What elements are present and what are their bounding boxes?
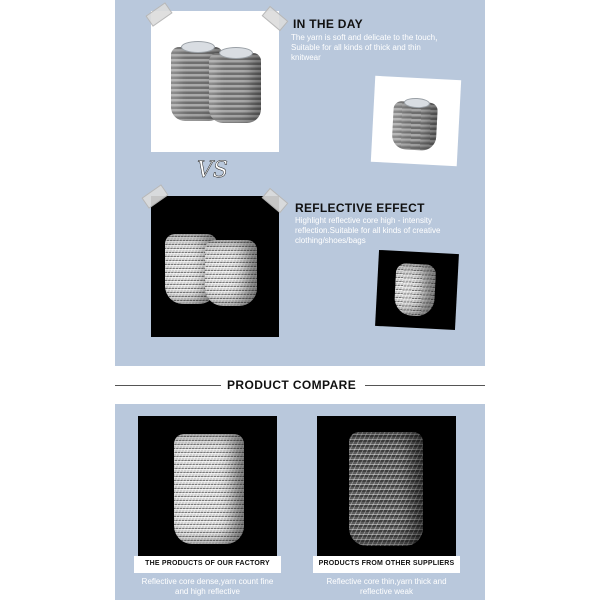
other-suppliers-description: Reflective core thin,yarn thick and reflective weak xyxy=(326,577,447,596)
reflective-spools-photo xyxy=(151,196,279,337)
bottom-panel xyxy=(115,404,485,600)
product-compare-title: PRODUCT COMPARE xyxy=(227,378,357,392)
our-factory-description: Reflective core dense,yarn count fine and high reflective xyxy=(141,577,274,596)
divider-line xyxy=(365,385,485,386)
day-description: The yarn is soft and delicate to the touch， Suitable for all kinds of thick and thin knitwear xyxy=(291,33,444,62)
vs-label: VS xyxy=(197,158,228,183)
our-factory-spool-photo xyxy=(138,416,277,556)
other-suppliers-spool-photo xyxy=(317,416,456,556)
day-heading: IN THE DAY xyxy=(293,17,363,31)
reflective-small-spool-photo xyxy=(375,250,459,330)
top-panel xyxy=(115,0,485,366)
other-suppliers-title: PRODUCTS FROM OTHER SUPPLIERS xyxy=(318,560,455,567)
reflective-heading: REFLECTIVE EFFECT xyxy=(295,201,425,215)
our-factory-title: THE PRODUCTS OF OUR FACTORY xyxy=(145,560,270,567)
day-spools-photo xyxy=(151,11,279,152)
reflective-description: Highlight reflective core high - intensity reflection.Suitable for all kinds of creative clothing/shoes/bags xyxy=(295,216,441,245)
divider-line xyxy=(115,385,221,386)
our-factory-caption xyxy=(134,556,281,573)
day-small-spool-photo xyxy=(371,76,461,166)
other-suppliers-caption xyxy=(313,556,460,573)
product-compare-bar xyxy=(115,376,485,396)
